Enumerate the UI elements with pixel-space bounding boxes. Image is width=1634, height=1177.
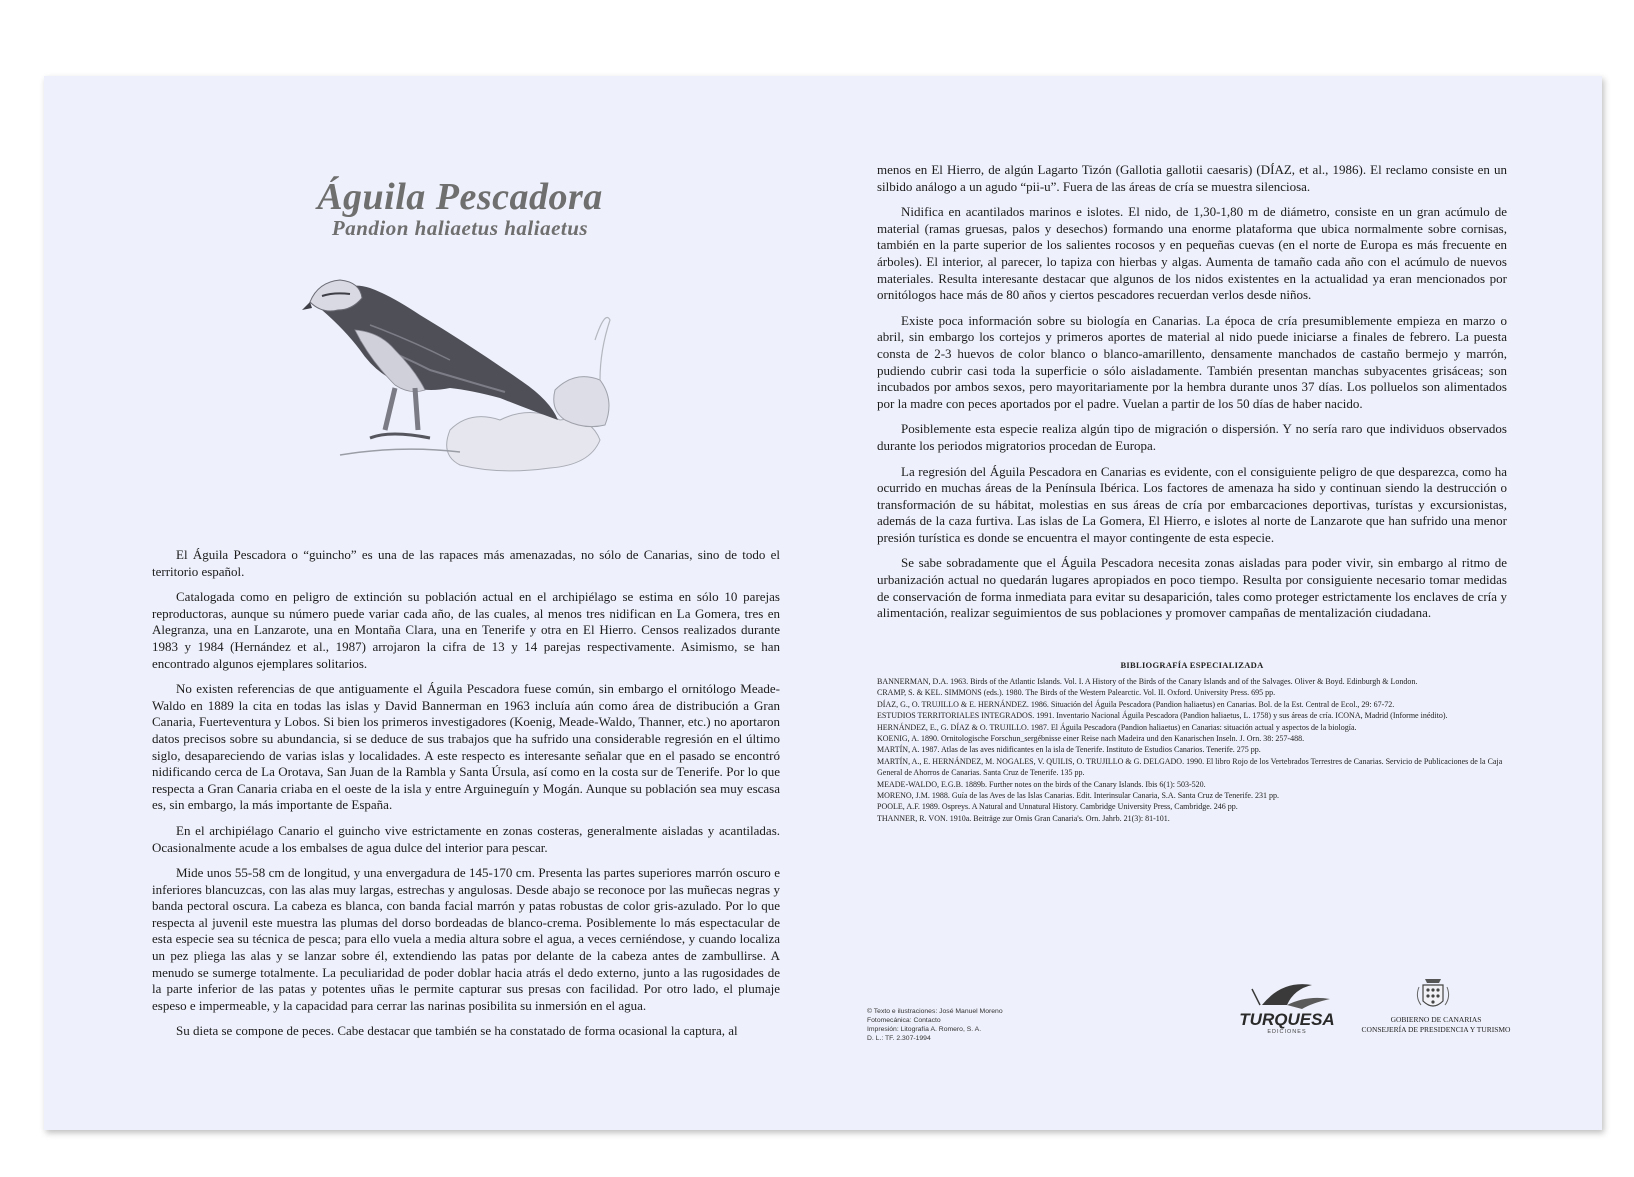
paragraph: Nidifica en acantilados marinos e islotes. El nido, de 1,30-1,80 m de diámetro, consiste en un gran acúmulo de material (ramas gruesas, palos y desechos) formando una enorme plataforma que ubica normalmente sobre cornisas, también en la parte superior de los salientes rocosos y en pequeñas cuevas (en el norte de Europa es más frecuente en árboles). El interior, al parecer, lo tapiza con hierbas y algas. Aumenta de tamaño cada año con el acúmulo de nuevos materiales. Resulta interesante destacar que algunos de los nidos existentes en la actualidad ya eran mencionados por ornitólogos hace más de 80 años y ciertos pescadores recuerdan verlos desde niños. [877,204,1507,303]
paragraph: menos en El Hierro, de algún Lagarto Tizón (Gallotia gallotii caesaris) (DÍAZ, et al., 1986). El reclamo consiste en un silbido análogo a un agudo “pii-u”. Fuera de las áreas de cría se muestra silenciosa. [877,162,1507,194]
osprey-illustration [300,270,640,490]
left-column-text [152,547,780,1049]
paragraph: Posiblemente esta especie realiza algún tipo de migración o dispersión. Y no sería raro que individuos observados durante los periodos migratorios procedan de Europa. [877,421,1507,453]
bibliography-entry: POOLE, A.F. 1989. Ospreys. A Natural and Unnatural History. Cambridge University Press, Cambridge. 246 pp. [877,802,1238,812]
paragraph: Mide unos 55-58 cm de longitud, y una envergadura de 145-170 cm. Presenta las partes superiores marrón oscuro e inferiores blancuzcas, con las alas muy largas, estrechas y angulosas. Desde abajo se reconoce por las muñecas negras y banda pectoral oscura. La cabeza es blanca, con banda facial marrón y patas robustas de color gris-azulado. Por lo que respecta al juvenil este muestra las plumas del dorso bordeadas de blanco-crema. Posiblemente lo más espectacular de esta especie sea su técnica de pesca; para ello vuela a media altura sobre el agua, a veces cerniéndose, y cuando localiza un pez pliega las alas y se lanzar sobre él, extendiendo las patas por delante de la cabeza antes de zambullirse. A menudo se sumerge totalmente. La peculiaridad de poder doblar hacia atrás el dedo externo, junto a las rugosidades de la parte inferior de las patas y potentes uñas le permite capturar sus presas con facilidad. Por otro lado, el plumaje espeso e impermeable, y la capacidad para cerrar las narinas posibilita su inmersión en el agua. [152,865,780,1013]
bibliography-title: BIBLIOGRAFÍA ESPECIALIZADA [1120,660,1264,670]
paragraph: Su dieta se compone de peces. Cabe destacar que también se ha constatado de forma ocasional la captura, al [176,1023,738,1039]
bibliography-entry: ESTUDIOS TERRITORIALES INTEGRADOS. 1991. Inventario Nacional Águila Pescadora (Pandion haliaetus, L. 1758) y sus áreas de cría. ICONA, Madrid (Informe inédito). [877,711,1448,721]
credit-line: Impresión: Litografía A. Romero, S. A. [867,1026,982,1033]
paragraph: Se sabe sobradamente que el Águila Pescadora necesita zonas aisladas para poder vivir, sin embargo al ritmo de urbanización actual no quedarán lugares apropiados en poco tiempo. Resulta por consiguiente necesario tomar medidas de conservación de forma inmediata para evitar su desaparición, tales como proteger estrictamente los enclaves de cría y alimentación, realizar seguimientos de sus poblaciones y promover campañas de mentalización ciudadana. [877,555,1507,621]
bibliography-entry: HERNÁNDEZ, E., G. DÍAZ & O. TRUJILLO. 1987. El Águila Pescadora (Pandion haliaetus) en Canarias: situación actual y aspectos de la biología. [877,722,1357,732]
bibliography-entry: BANNERMAN, D.A. 1963. Birds of the Atlantic Islands. Vol. I. A History of the Birds of the Canary Islands and of the Salvages. Oliver & Boyd. Edinburgh & London. [877,677,1418,686]
coat-of-arms-icon [1411,975,1455,1015]
government-name: GOBIERNO DE CANARIAS [1390,1015,1482,1024]
bibliography-entry: DÍAZ, G., O. TRUJILLO & E. HERNÁNDEZ. 1986. Situación del Águila Pescadora (Pandion haliaetus) en Canarias. Bol. de la Est. Central de Ecol., 29: 67-72. [877,699,1395,709]
paragraph: La regresión del Águila Pescadora en Canarias es evidente, con el consiguiente peligro de que desparezca, como ha ocurrido en muchas áreas de la Península Ibérica. Los factores de amenaza ha sido y continuan siendo la destrucción o transformación de su hábitat, molestias en sus áreas de cría por embarcaciones deportivas, turístas y excursionistas, además de la caza furtiva. Las islas de La Gomera, El Hierro, e islotes al norte de Lanzarote que han sufrido una menor presión turística es donde se encuentra el mayor contingente de esta especie. [877,463,1507,545]
bibliography-entry: THANNER, R. VON. 1910a. Beiträge zur Ornis Gran Canaria's. Orn. Jahrb. 21(3): 81-101. [877,813,1170,823]
bibliography-entry: KOENIG, A. 1890. Ornitologische Forschun_sergébnisse einer Reise nach Madeira und den Kanarischen Inseln. J. Orn. 38: 257-488. [877,734,1305,744]
publisher-name: TURQUESA [1239,1010,1335,1029]
page-subtitle: Pandion haliaetus haliaetus [331,216,589,240]
bibliography-entry: MARTÍN, A. 1987. Atlas de las aves nidificantes en la isla de Tenerife. Instituto de Estudios Canarios. Tenerife. 275 pp. [877,745,1261,755]
bibliography-entry: MORENO, J.M. 1988. Guía de las Aves de las Islas Canarias. Edit. Interinsular Canaria, S.A. Santa Cruz de Tenerife. 231 pp. [877,791,1279,801]
bibliography-entry: MARTÍN, A., E. HERNÁNDEZ, M. NOGALES, V. QUILIS, O. TRUJILLO & G. DELGADO. 1990. El libro Rojo de los Vertebrados Terrestres de Canarias. Servicio de Publicaciones de la Caja General de Ahorros de Canarias. Santa Cruz de Tenerife. 135 pp. [877,756,1503,778]
right-column-text [877,162,1507,631]
bibliography-entry: CRAMP, S. & KEL. SIMMONS (eds.). 1980. The Birds of the Western Palearctic. Vol. II. Oxford. University Press. 695 pp. [877,688,1276,698]
paragraph: En el archipiélago Canario el guincho vive estrictamente en zonas costeras, generalmente aisladas y acantiladas. Ocasionalmente acude a los embalses de agua dulce del interior para pescar. [152,822,780,855]
paragraph: No existen referencias de que antiguamente el Águila Pescadora fuese común, sin embargo el ornitólogo Meade-Waldo en 1889 la cita en todas las islas y David Bannerman en 1963 incluía aún como área de distribución a Gran Canaria, Fuerteventura y Lobos. Si bien los primeros investigadores (Koenig, Meade-Waldo, Thanner, etc.) no aportaron datos precisos sobre su abundancia, si se deduce de sus trabajos que ha sufrido una considerable regresión en el último siglo, desapareciendo de varias islas y localidades. A este respecto es interesante señalar que en el pasado se encontró nidificando cerca de La Orotava, San Juan de la Rambla y Santa Úrsula, así como en la costa sur de Tenerife. Por lo que respecta a Gran Canaria criaba en el oeste de la isla y entre Arguineguín y Mogán. Aunque su población sea muy escasa es, sin embargo, la más importante de España. [152,681,780,813]
publisher-sub: EDICIONES [1267,1029,1307,1035]
page-title: Águila Pescadora [317,176,603,218]
paragraph: El Águila Pescadora o “guincho” es una de las rapaces más amenazadas, no sólo de Canarias, sino de todo el territorio español. [152,547,780,579]
credit-line: D. L.: TF. 2.307-1994 [867,1035,931,1042]
government-label [1346,1015,1526,1034]
paragraph: Existe poca información sobre su biología en Canarias. La época de cría presumiblemente empieza en marzo o abril, sin embargo los cortejos y primeros aportes de material al nido puede iniciarse a finales de febrero. La puesta consta de 2-3 huevos de color blanco o blanco-amarillento, densamente manchados de castaño bermejo y marrón, pudiendo cubrir casi toda la superficie o sólo aisladamente. También presentan manchas subyacentes grisáceas; son incubados por ambos sexos, pero mayoritariamente por la hembra durante unos 37 días. Los polluelos son alimentados por la madre con peces aportados por el padre. Vuelan a partir de los 50 días de haber nacido. [877,312,1507,411]
bibliography-list [877,676,1507,824]
paragraph: Catalogada como en peligro de extinción su población actual en el archipiélago se estima en sólo 10 parejas reproductoras, aunque su número puede variar cada año, de las cuales, al menos tres nidifican en La Gomera, tres en Alegranza, una en Lanzarote, una en Montaña Clara, una en Tenerife y otra en El Hierro. Censos realizados durante 1983 y 1984 (Hernández et al., 1987) arrojaron la cifra de 13 y 14 parejas respectivamente. Asimismo, se han encontrado algunos ejemplares solitarios. [152,589,780,671]
bibliography-entry: MEADE-WALDO, E.G.B. 1889b. Further notes on the birds of the Canary Islands. Ibis 6(1): 503-520. [877,779,1206,789]
credits [867,1007,1003,1043]
credit-line: Fotomecánica: Contacto [867,1017,941,1024]
credit-line: © Texto e ilustraciones: José Manuel Moreno [867,1008,1003,1015]
government-department: CONSEJERÍA DE PRESIDENCIA Y TURISMO [1361,1024,1511,1034]
